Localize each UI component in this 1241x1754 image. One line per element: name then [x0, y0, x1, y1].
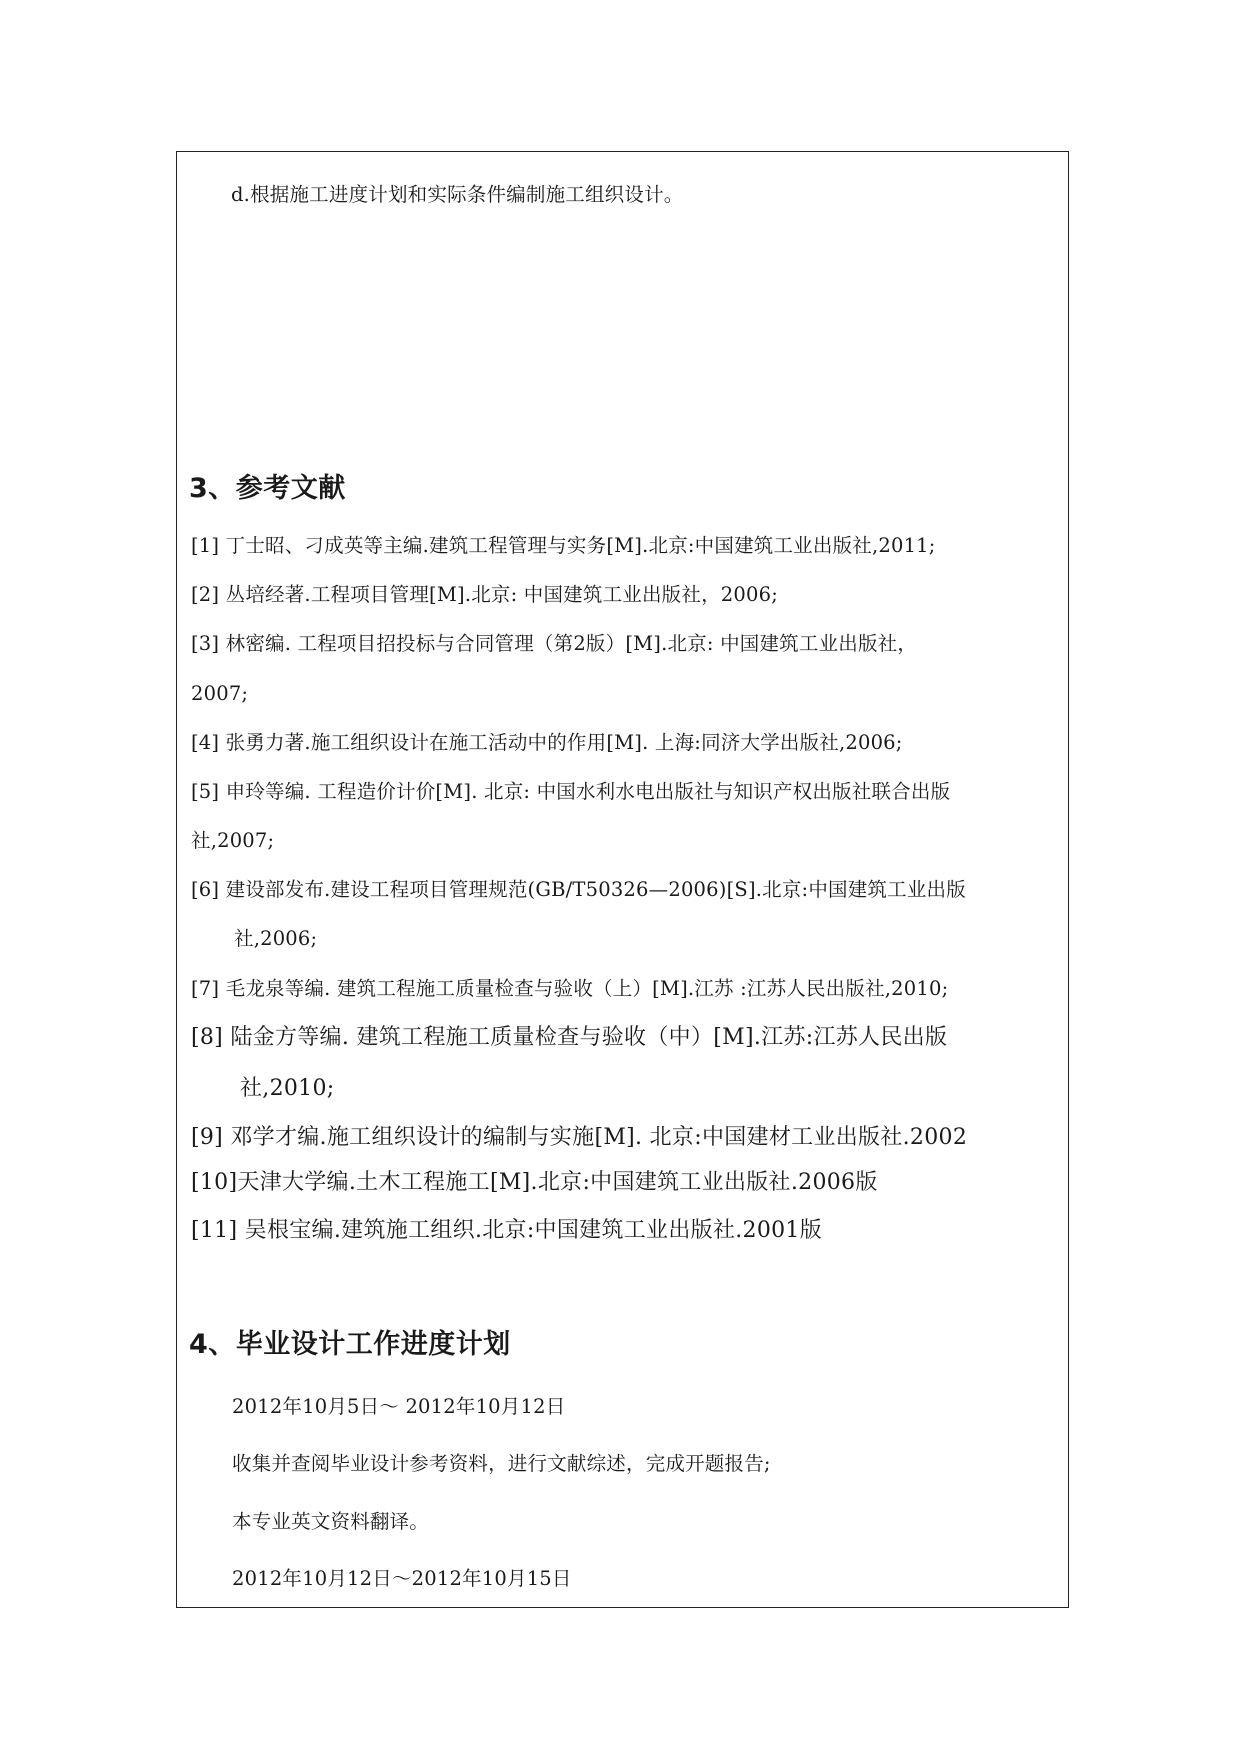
reference-line: [11] 吴根宝编.建筑施工组织.北京:中国建筑工业出版社.2001版: [191, 1218, 823, 1243]
item-d-text: d.根据施工进度计划和实际条件编制施工组织设计。: [231, 183, 684, 206]
reference-line: [6] 建设部发布.建设工程项目管理规范(GB/T50326—2006)[S].北京:中国建筑工业出版: [191, 878, 966, 901]
reference-line: 社,2006;: [234, 927, 318, 950]
reference-line: [8] 陆金方等编. 建筑工程施工质量检查与验收（中）[M].江苏:江苏人民出版: [191, 1025, 948, 1050]
reference-line: [7] 毛龙泉等编. 建筑工程施工质量检查与验收（上）[M].江苏 :江苏人民出版社,2010;: [191, 977, 949, 1000]
reference-line: 2007;: [191, 682, 249, 705]
schedule-line: 2012年10月12日～2012年10月15日: [232, 1567, 572, 1590]
reference-line: [9] 邓学才编.施工组织设计的编制与实施[M]. 北京:中国建材工业出版社.2002: [191, 1125, 968, 1150]
reference-line: [1] 丁士昭、刁成英等主编.建筑工程管理与实务[M].北京:中国建筑工业出版社,2011;: [191, 534, 936, 557]
schedule-line: 2012年10月5日～ 2012年10月12日: [232, 1395, 566, 1418]
reference-line: [4] 张勇力著.施工组织设计在施工活动中的作用[M]. 上海:同济大学出版社,2006;: [191, 731, 903, 754]
references-heading: 3、参考文献: [189, 473, 346, 504]
reference-line: [5] 申玲等编. 工程造价计价[M]. 北京: 中国水利水电出版社与知识产权出版社联合出版: [191, 780, 951, 803]
reference-line: [3] 林密编. 工程项目招投标与合同管理（第2版）[M].北京: 中国建筑工业出版社，: [191, 632, 918, 655]
schedule-line: 收集并查阅毕业设计参考资料，进行文献综述，完成开题报告;: [232, 1452, 771, 1475]
schedule-heading: 4、毕业设计工作进度计划: [189, 1329, 511, 1360]
schedule-line: 本专业英文资料翻译。: [232, 1510, 430, 1533]
reference-line: [2] 丛培经著.工程项目管理[M].北京: 中国建筑工业出版社，2006;: [191, 583, 778, 606]
reference-line: 社,2007;: [191, 829, 275, 852]
reference-line: 社,2010;: [240, 1076, 335, 1101]
reference-line: [10]天津大学编.土木工程施工[M].北京:中国建筑工业出版社.2006版: [191, 1170, 878, 1195]
